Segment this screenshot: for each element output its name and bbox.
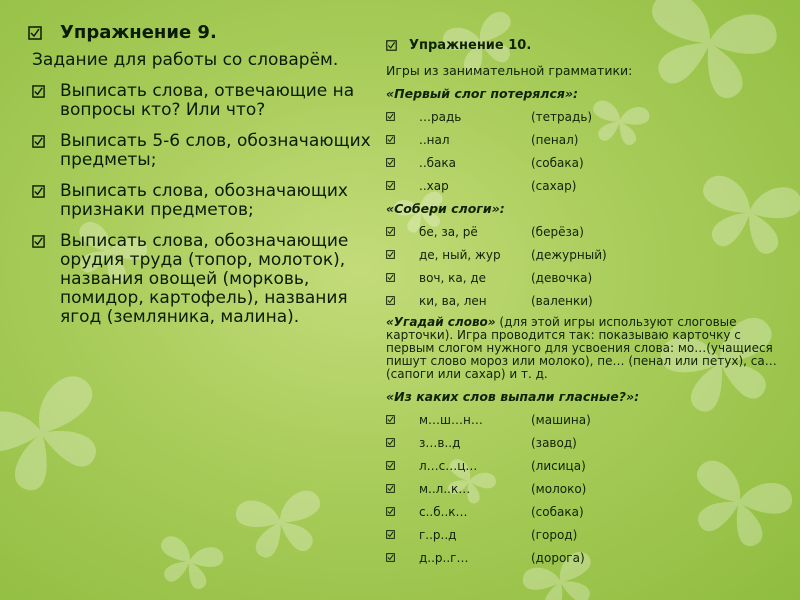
item-answer: (тетрадь) (531, 109, 593, 124)
list-item (386, 412, 786, 427)
list-item (386, 247, 786, 262)
item-word: де, ный, жур (419, 247, 501, 262)
item-word: з…в..д (419, 435, 461, 450)
item-answer: (дежурный) (531, 247, 607, 262)
exercise-9-bullet (28, 232, 378, 327)
item-word: с..б..к… (419, 504, 468, 519)
checkbox-bullet-icon (32, 135, 45, 148)
item-answer: (лисица) (531, 458, 586, 473)
checkbox-bullet-icon (386, 135, 395, 144)
checkbox-bullet-icon (28, 26, 42, 40)
item-answer: (собака) (531, 155, 584, 170)
list-item (386, 481, 786, 496)
exercise-9-bullet (28, 182, 378, 220)
checkbox-bullet-icon (32, 185, 45, 198)
checkbox-bullet-icon (386, 273, 395, 282)
item-word: л…с…ц… (419, 458, 478, 473)
item-answer: (дорога) (531, 550, 585, 565)
exercise-9-bullet (28, 132, 378, 170)
item-word: м…ш…н… (419, 412, 483, 427)
section-title: «Первый слог потерялся»: (386, 86, 579, 101)
list-item (386, 178, 786, 193)
item-answer: (пенал) (531, 132, 579, 147)
exercise-9-bullet-text: Выписать 5-6 слов, обозначающих предметы; (60, 131, 371, 170)
item-word: д..р..г… (419, 550, 469, 565)
guess-word-paragraph (386, 316, 786, 381)
item-word: ки, ва, лен (419, 293, 487, 308)
list-item (386, 435, 786, 450)
checkbox-bullet-icon (32, 85, 45, 98)
list-item (386, 458, 786, 473)
checkbox-bullet-icon (386, 553, 395, 562)
exercise-10-column (386, 38, 786, 573)
checkbox-bullet-icon (386, 484, 395, 493)
list-item (386, 270, 786, 285)
item-answer: (город) (531, 527, 578, 542)
item-word: ..хар (419, 178, 449, 193)
item-answer: (берёза) (531, 224, 584, 239)
section-title: «Собери слоги»: (386, 201, 505, 216)
list-item (386, 224, 786, 239)
guess-word-text: (для этой игры используют слоговые карточки). Игра проводится так: показываю карточку с первым слогом нужного для усвоения слова: мо…(учащиеся пишут слово мороз или молоко), пе… (пенал или петух), са… (сапоги или сахар) и т. д. (386, 315, 777, 381)
exercise-9-title: Упражнение 9. (60, 22, 217, 43)
checkbox-bullet-icon (386, 40, 397, 51)
checkbox-bullet-icon (386, 296, 395, 305)
item-answer: (молоко) (531, 481, 587, 496)
exercise-9-bullet (28, 82, 378, 120)
list-item (386, 550, 786, 565)
item-answer: (девочка) (531, 270, 593, 285)
item-word: ..бака (419, 155, 456, 170)
checkbox-bullet-icon (386, 415, 395, 424)
item-answer: (машина) (531, 412, 591, 427)
exercise-9-heading (28, 22, 378, 43)
list-item (386, 109, 786, 124)
item-word: воч, ка, де (419, 270, 487, 285)
list-item (386, 293, 786, 308)
checkbox-bullet-icon (386, 461, 395, 470)
checkbox-bullet-icon (386, 438, 395, 447)
checkbox-bullet-icon (32, 235, 45, 248)
checkbox-bullet-icon (386, 227, 395, 236)
exercise-9-task: Задание для работы со словарём. (32, 50, 339, 70)
item-answer: (валенки) (531, 293, 593, 308)
list-item (386, 504, 786, 519)
exercise-9-bullet-text: Выписать слова, обозначающие орудия труда (топор, молоток), названия овощей (морковь, помидор, картофель), названия ягод (земляника, малина). (60, 231, 349, 327)
checkbox-bullet-icon (386, 158, 395, 167)
item-word: м..л..к… (419, 481, 471, 496)
checkbox-bullet-icon (386, 250, 395, 259)
section-title: «Угадай слово» (386, 315, 496, 329)
exercise-9-column (28, 22, 378, 339)
item-word: г..р..д (419, 527, 457, 542)
list-item (386, 132, 786, 147)
item-word: ..нал (419, 132, 450, 147)
checkbox-bullet-icon (386, 507, 395, 516)
exercise-9-bullet-text: Выписать слова, обозначающих признаки предметов; (60, 181, 348, 220)
section-title: «Из каких слов выпали гласные?»: (386, 389, 640, 404)
checkbox-bullet-icon (386, 530, 395, 539)
list-item (386, 527, 786, 542)
checkbox-bullet-icon (386, 112, 395, 121)
item-answer: (сахар) (531, 178, 577, 193)
list-item (386, 155, 786, 170)
checkbox-bullet-icon (386, 181, 395, 190)
item-answer: (собака) (531, 504, 584, 519)
exercise-10-intro: Игры из занимательной грамматики: (386, 63, 633, 78)
exercise-9-bullet-text: Выписать слова, отвечающие на вопросы кто? Или что? (60, 81, 355, 120)
item-answer: (завод) (531, 435, 577, 450)
exercise-10-heading (386, 38, 786, 53)
exercise-10-title: Упражнение 10. (409, 38, 532, 53)
item-word: бе, за, рё (419, 224, 478, 239)
item-word: …радь (419, 109, 462, 124)
